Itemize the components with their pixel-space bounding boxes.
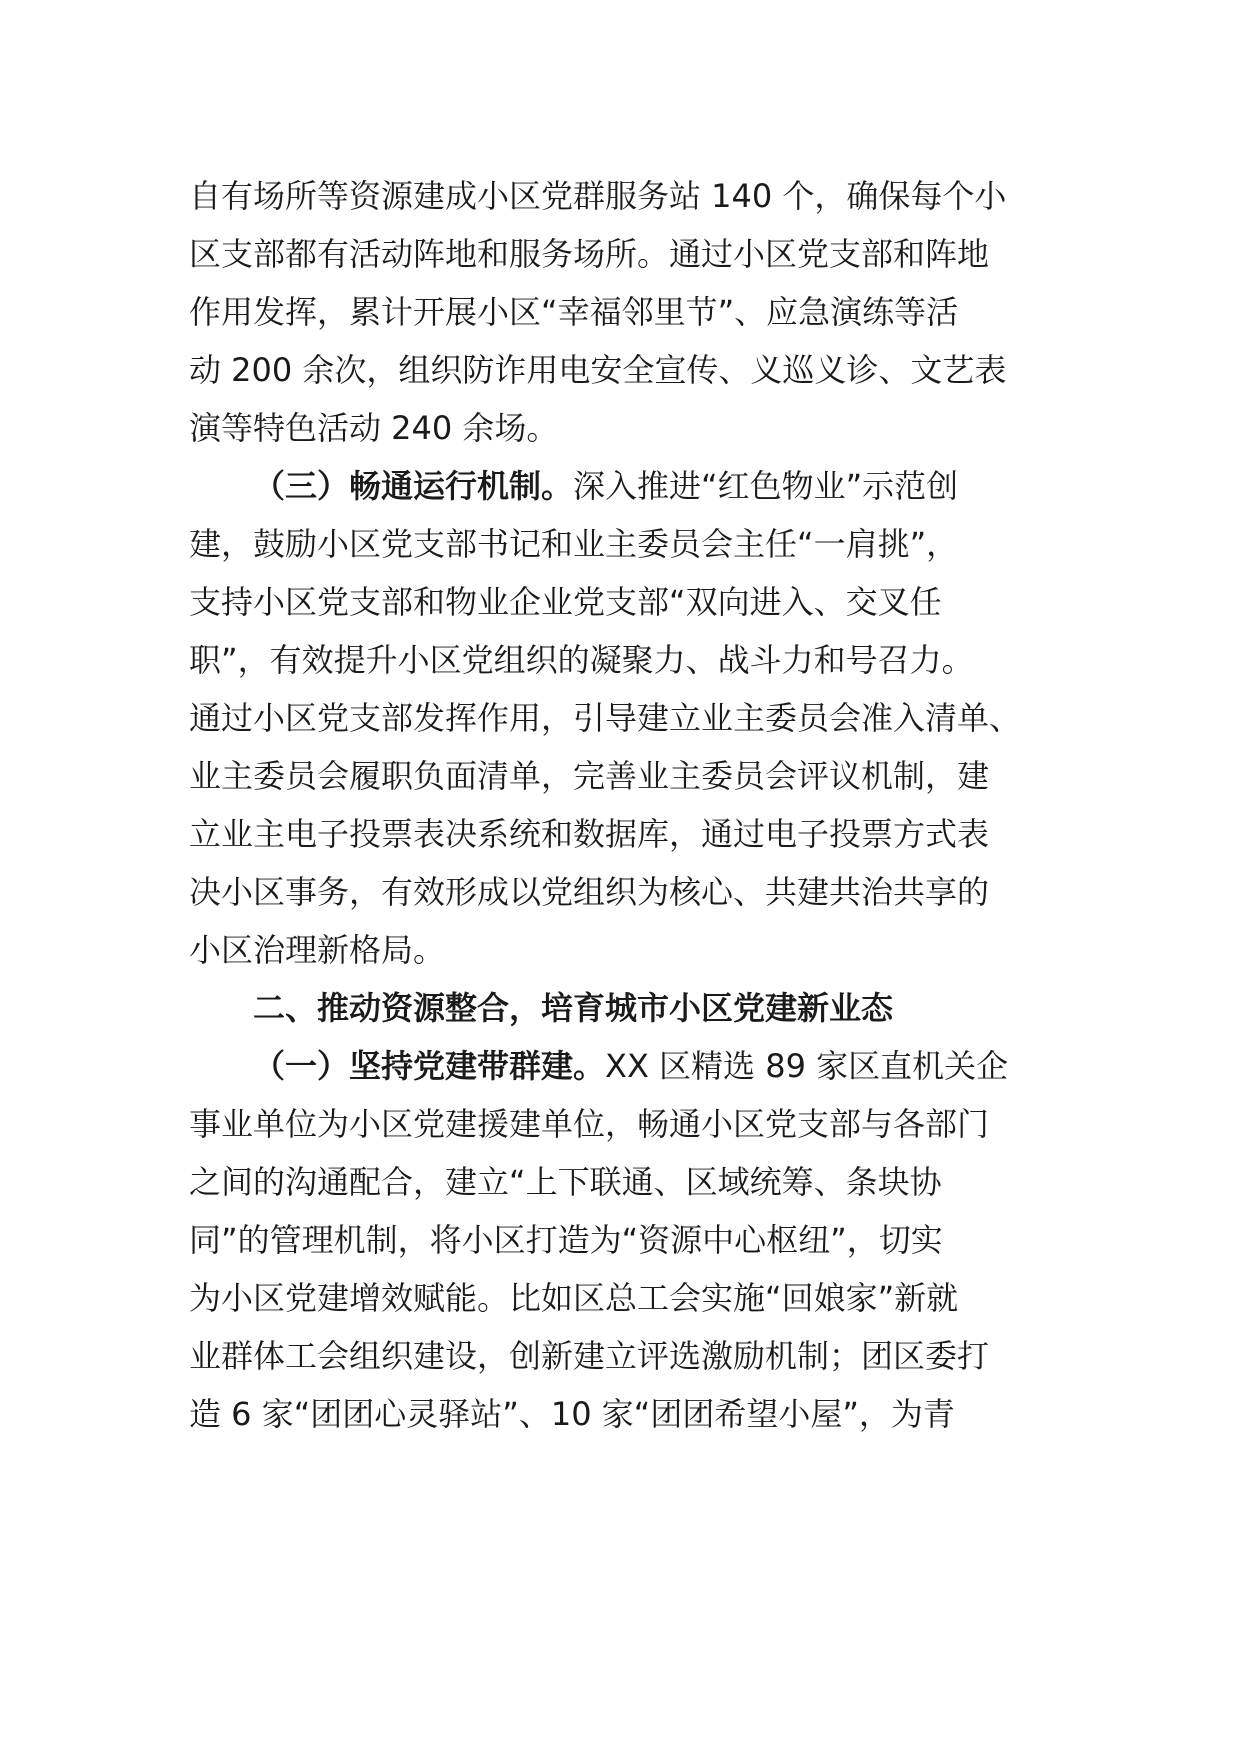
section-three-first-line	[253, 466, 958, 506]
section-three-text: 深入推进“红色物业”示范创	[573, 467, 959, 505]
body-text-line: 自有场所等资源建成小区党群服务站 140 个，确保每个小	[189, 177, 1007, 215]
body-text-line: 事业单位为小区党建援建单位，畅通小区党支部与各部门	[189, 1105, 990, 1143]
section-three-heading: （三）畅通运行机制。	[253, 467, 574, 505]
body-text-line: 演等特色活动 240 余场。	[189, 409, 559, 447]
part-two-heading: 二、推动资源整合，培育城市小区党建新业态	[253, 989, 894, 1027]
body-text-line: 同”的管理机制，将小区打造为“资源中心枢纽”，切实	[189, 1221, 943, 1259]
body-text-line: 区支部都有活动阵地和服务场所。通过小区党支部和阵地	[189, 235, 990, 273]
body-text-line: 支持小区党支部和物业企业党支部“双向进入、交叉任	[189, 583, 942, 621]
body-text-line: 通过小区党支部发挥作用，引导建立业主委员会准入清单、	[189, 699, 1022, 737]
body-text-line: 建，鼓励小区党支部书记和业主委员会主任“一肩挑”，	[189, 525, 959, 563]
section-one-text: XX 区精选 89 家区直机关企	[605, 1047, 1009, 1085]
body-text-line: 业群体工会组织建设，创新建立评选激励机制；团区委打	[189, 1337, 990, 1375]
body-text-line: 职”，有效提升小区党组织的凝聚力、战斗力和号召力。	[189, 641, 974, 679]
body-text-line: 立业主电子投票表决系统和数据库，通过电子投票方式表	[189, 815, 990, 853]
section-one-heading: （一）坚持党建带群建。	[253, 1047, 606, 1085]
body-text-line: 之间的沟通配合，建立“上下联通、区域统筹、条块协	[189, 1163, 942, 1201]
body-text-line: 作用发挥，累计开展小区“幸福邻里节”、应急演练等活	[189, 293, 959, 331]
section-one-first-line	[253, 1046, 1008, 1086]
body-text-line: 业主委员会履职负面清单，完善业主委员会评议机制，建	[189, 757, 990, 795]
body-text-line: 造 6 家“团团心灵驿站”、10 家“团团希望小屋”，为青	[189, 1395, 955, 1433]
body-text-line: 决小区事务，有效形成以党组织为核心、共建共治共享的	[189, 873, 990, 911]
body-text-line: 为小区党建增效赋能。比如区总工会实施“回娘家”新就	[189, 1279, 959, 1317]
body-text-line: 动 200 余次，组织防诈用电安全宣传、义巡义诊、文艺表	[189, 351, 1007, 389]
body-text-line: 小区治理新格局。	[189, 931, 446, 969]
